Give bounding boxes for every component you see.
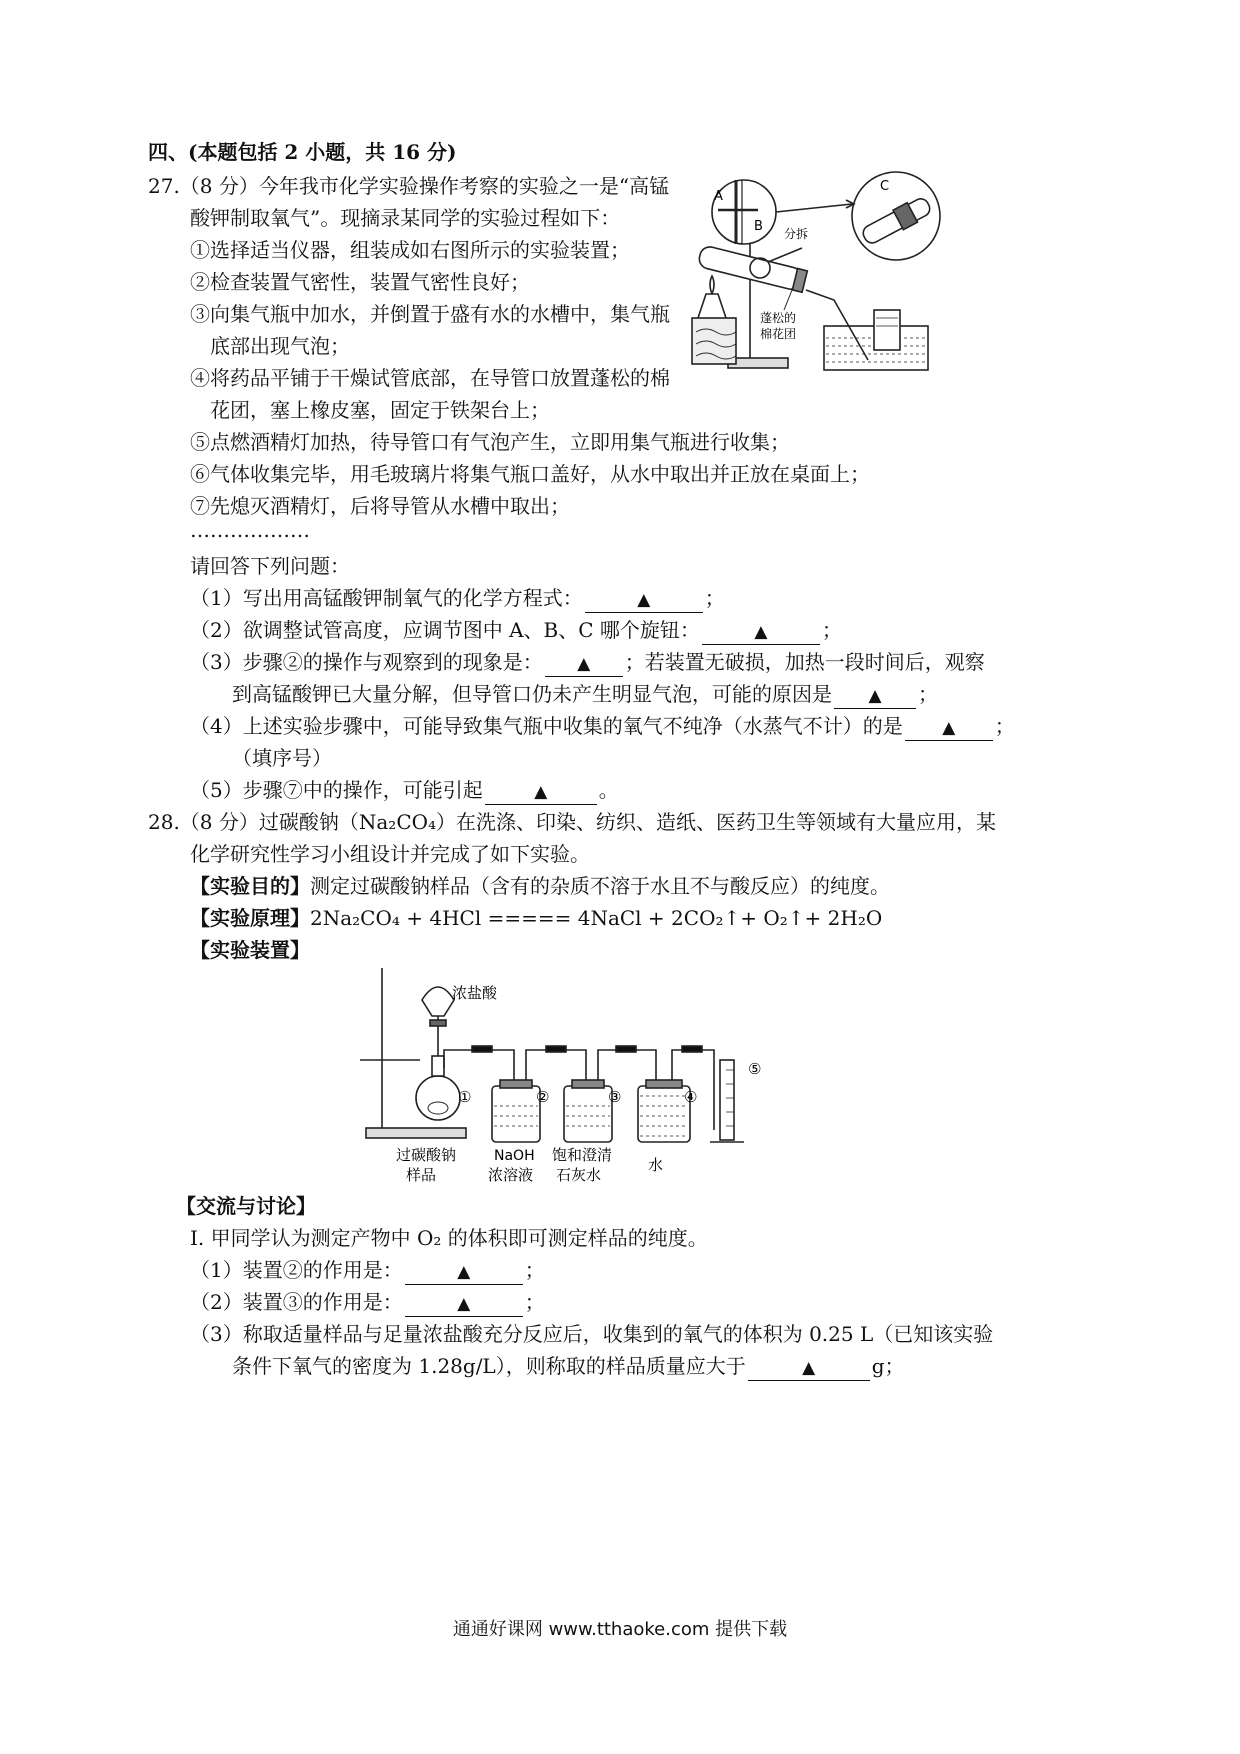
burner-block xyxy=(692,318,736,364)
graduated-cylinder xyxy=(720,1060,734,1140)
q27-line2: 酸钾制取氧气”。现摘录某同学的实验过程如下： xyxy=(190,206,621,230)
q28-sub1 xyxy=(190,1256,545,1285)
stand-base xyxy=(366,1128,466,1138)
answer-blank[interactable] xyxy=(834,682,916,709)
bottle-3 xyxy=(564,1086,612,1142)
discussion-heading: 【交流与讨论】 xyxy=(176,1194,316,1218)
page-footer: 通通好课网 www.tthaoke.com 提供下载 xyxy=(452,1619,788,1640)
period: 。 xyxy=(598,778,619,802)
alcohol-lamp xyxy=(698,294,726,318)
stand-base xyxy=(728,358,788,368)
label-lime-2: 石灰水 xyxy=(556,1166,602,1184)
q27-sub3 xyxy=(190,648,985,677)
q28-sub2 xyxy=(190,1288,545,1317)
q27-step7: ⑦先熄灭酒精灯，后将导管从水槽中取出； xyxy=(190,494,570,518)
answer-blank[interactable] xyxy=(545,650,623,677)
purpose-text: 测定过碳酸钠样品（含有的杂质不溶于水且不与酸反应）的纯度。 xyxy=(310,874,890,898)
label-water: 水 xyxy=(648,1156,664,1174)
triangle-mark: ▲ xyxy=(457,1294,471,1314)
triangle-mark: ▲ xyxy=(457,1262,471,1282)
unit-text: g； xyxy=(871,1354,905,1378)
semicolon: ； xyxy=(524,1290,545,1314)
label-1: ① xyxy=(458,1088,472,1106)
q27-sub3-text: （3）步骤②的操作与观察到的现象是： xyxy=(190,650,543,674)
triangle-mark: ▲ xyxy=(802,1358,816,1378)
label-naoh-1: NaOH xyxy=(494,1148,535,1164)
principle-equation: 2Na₂CO₄ + 4HCl ===== 4NaCl + 2CO₂↑+ O₂↑+ 2H₂O xyxy=(310,906,883,930)
answer-blank[interactable] xyxy=(905,714,993,741)
label-sample-1: 过碳酸钠 xyxy=(396,1146,457,1164)
triangle-mark: ▲ xyxy=(942,718,956,738)
label-lime-1: 饱和澄清 xyxy=(552,1146,613,1164)
triangle-mark: ▲ xyxy=(868,686,882,706)
zoom-arrow xyxy=(776,204,852,212)
q28-principle xyxy=(190,904,882,932)
label-c: C xyxy=(880,179,890,194)
q28-line2: 化学研究性学习小组设计并完成了如下实验。 xyxy=(190,842,590,866)
q27-step4-cont: 花团，塞上橡皮塞，固定于铁架台上； xyxy=(210,398,550,422)
q28-line1: 28.（8 分）过碳酸钠（Na₂CO₄）在洗涤、印染、纺织、造纸、医药卫生等领域有大量应用，某 xyxy=(148,810,997,834)
semicolon: ； xyxy=(918,682,938,706)
q27-step1: ①选择适当仪器，组装成如右图所示的实验装置； xyxy=(190,238,630,262)
label-4: ④ xyxy=(684,1088,698,1106)
q27-line1: 27.（8 分）今年我市化学实验操作考察的实验之一是“高锰 xyxy=(148,174,670,198)
label-acid: 浓盐酸 xyxy=(452,984,498,1002)
q27-step6: ⑥气体收集完毕，用毛玻璃片将集气瓶口盖好，从水中取出并正放在桌面上； xyxy=(190,462,870,486)
q27-sub3-mid: ；若装置无破损，加热一段时间后，观察 xyxy=(624,650,985,674)
q27-sub1-text: （1）写出用高锰酸钾制氧气的化学方程式： xyxy=(190,586,583,610)
q27-sub4 xyxy=(190,712,1015,741)
gas-bottle xyxy=(874,310,900,350)
principle-heading: 【实验原理】 xyxy=(190,906,310,930)
purpose-heading: 【实验目的】 xyxy=(190,874,310,898)
q27-sub2 xyxy=(190,616,842,645)
q28-sub2-text: （2）装置③的作用是： xyxy=(190,1290,403,1314)
delivery-tube xyxy=(806,290,868,360)
semicolon: ； xyxy=(994,714,1015,738)
q27-sub2-text: （2）欲调整试管高度，应调节图中 A、B、C 哪个旋钮： xyxy=(190,618,700,642)
answer-blank[interactable] xyxy=(485,778,597,805)
label-2: ② xyxy=(536,1088,550,1106)
answer-blank[interactable] xyxy=(585,586,703,613)
bottle-4 xyxy=(638,1086,690,1142)
q27-step5: ⑤点燃酒精灯加热，待导管口有气泡产生，立即用集气瓶进行收集； xyxy=(190,430,790,454)
q27-ellipsis: ……………… xyxy=(190,518,310,542)
q27-step2: ②检查装置气密性，装置气密性良好； xyxy=(190,270,530,294)
answer-blank[interactable] xyxy=(748,1354,870,1381)
answer-blank[interactable] xyxy=(405,1290,523,1317)
q28-sub3-line2-text: 条件下氧气的密度为 1.28g/L），则称取的样品质量应大于 xyxy=(232,1354,746,1378)
flask xyxy=(416,1076,460,1120)
label-3: ③ xyxy=(608,1088,622,1106)
label-cotton-2: 棉花团 xyxy=(760,327,797,341)
label-fenchai: 分拆 xyxy=(784,227,809,241)
q27-prompt: 请回答下列问题： xyxy=(190,554,350,578)
q28-sub3: （3）称取适量样品与足量浓盐酸充分反应后，收集到的氧气的体积为 0.25 L（已知该实验 xyxy=(190,1322,994,1346)
apparatus-heading: 【实验装置】 xyxy=(190,938,310,962)
q27-sub1 xyxy=(190,584,725,613)
triangle-mark: ▲ xyxy=(534,782,548,802)
discussion-i: I. 甲同学认为测定产物中 O₂ 的体积即可测定样品的纯度。 xyxy=(190,1226,708,1250)
answer-blank[interactable] xyxy=(405,1258,523,1285)
label-b: B xyxy=(754,219,763,234)
q28-apparatus-figure xyxy=(360,960,800,1186)
q27-step4: ④将药品平铺于干燥试管底部，在导管口放置蓬松的棉 xyxy=(190,366,670,390)
label-cotton-1: 蓬松的 xyxy=(760,311,797,325)
q27-step3: ③向集气瓶中加水，并倒置于盛有水的水槽中，集气瓶 xyxy=(190,302,670,326)
triangle-mark: ▲ xyxy=(577,654,591,674)
q28-sub3-line2 xyxy=(232,1352,905,1381)
q28-sub1-text: （1）装置②的作用是： xyxy=(190,1258,403,1282)
q28-purpose xyxy=(190,872,890,900)
separatory-funnel xyxy=(422,987,454,1016)
q27-sub4-text: （4）上述实验步骤中，可能导致集气瓶中收集的氧气不纯净（水蒸气不计）的是 xyxy=(190,714,903,738)
semicolon: ； xyxy=(821,618,842,642)
q27-sub3-line2 xyxy=(232,680,938,709)
semicolon: ； xyxy=(704,586,725,610)
label-naoh-2: 浓溶液 xyxy=(488,1166,534,1184)
q27-apparatus-figure xyxy=(684,160,956,380)
q27-sub5 xyxy=(190,776,619,805)
semicolon: ； xyxy=(524,1258,545,1282)
label-sample-2: 样品 xyxy=(406,1166,437,1184)
q27-sub5-text: （5）步骤⑦中的操作，可能引起 xyxy=(190,778,483,802)
q27-sub3-line2-text: 到高锰酸钾已大量分解，但导管口仍未产生明显气泡，可能的原因是 xyxy=(232,682,832,706)
triangle-mark: ▲ xyxy=(754,622,768,642)
bottle-2 xyxy=(492,1086,540,1142)
label-a: A xyxy=(714,189,723,204)
triangle-mark: ▲ xyxy=(637,590,651,610)
answer-blank[interactable] xyxy=(702,618,820,645)
q27-sub4-line2: （填序号） xyxy=(232,746,332,770)
q27-step3-cont: 底部出现气泡； xyxy=(210,334,350,358)
label-5: ⑤ xyxy=(748,1060,762,1078)
section-title: 四、(本题包括 2 小题，共 16 分) xyxy=(148,140,457,164)
